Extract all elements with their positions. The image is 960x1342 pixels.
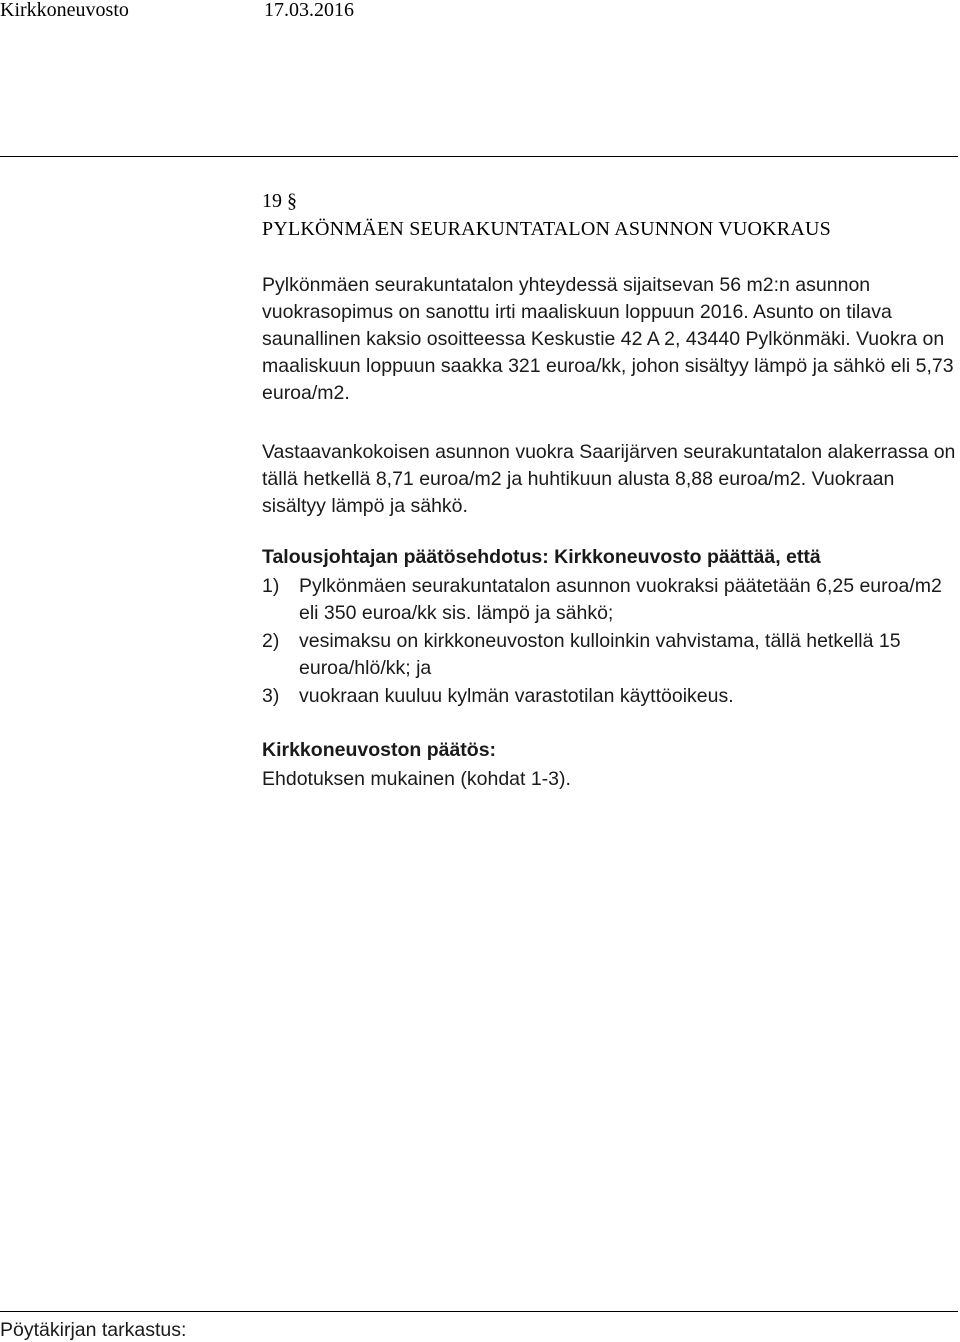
list-item-text: vesimaksu on kirkkoneuvoston kulloinkin vahvistama, tällä hetkellä 15 euroa/hlö/kk; ja [299,630,901,679]
list-item [262,683,960,710]
section-title: PYLKÖNMÄEN SEURAKUNTATALON ASUNNON VUOKRAUS [262,218,831,240]
footer-divider [0,1311,958,1312]
list-item [262,573,960,627]
comparison-paragraph: Vastaavankokoisen asunnon vuokra Saarijärven seurakuntatalon alakerrassa on tällä hetkellä 8,71 euroa/m2 ja huhtikuun alusta 8,88 euroa/m2. Vuokraan sisältyy lämpö ja sähkö. [262,441,956,517]
list-item-number: 3) [262,685,280,707]
list-item-text: vuokraan kuuluu kylmän varastotilan käyttöoikeus. [299,685,734,707]
review-label: Pöytäkirjan tarkastus: [0,1319,187,1341]
section-number: 19 § [262,190,297,212]
list-item-text: Pylkönmäen seurakuntatalon asunnon vuokraksi päätetään 6,25 euroa/m2 eli 350 euroa/kk sis. lämpö ja sähkö; [299,575,942,624]
page-header [0,0,960,24]
proposal-heading: Talousjohtajan päätösehdotus: Kirkkoneuvosto päättää, että [262,546,821,568]
list-item-number: 1) [262,575,280,597]
decision-heading: Kirkkoneuvoston päätös: [262,739,497,761]
decision-text: Ehdotuksen mukainen (kohdat 1-3). [262,768,571,790]
minutes-section [262,186,960,790]
background-paragraph: Pylkönmäen seurakuntatalon yhteydessä sijaitsevan 56 m2:n asunnon vuokrasopimus on sanottu irti maaliskuun loppuun 2016. Asunto on tilava saunallinen kaksio osoitteessa Keskustie 42 A 2, 43440 Pylkönmäki. Vuokra on maaliskuun loppuun saakka 321 euroa/kk, johon sisältyy lämpö ja sähkö eli 5,73 euroa/m2. [262,274,954,404]
header-date: 17.03.2016 [264,0,354,21]
header-organization: Kirkkoneuvosto [0,0,129,21]
header-divider [0,156,958,157]
proposal-list [262,573,960,711]
list-item-number: 2) [262,630,280,652]
list-item [262,628,960,682]
